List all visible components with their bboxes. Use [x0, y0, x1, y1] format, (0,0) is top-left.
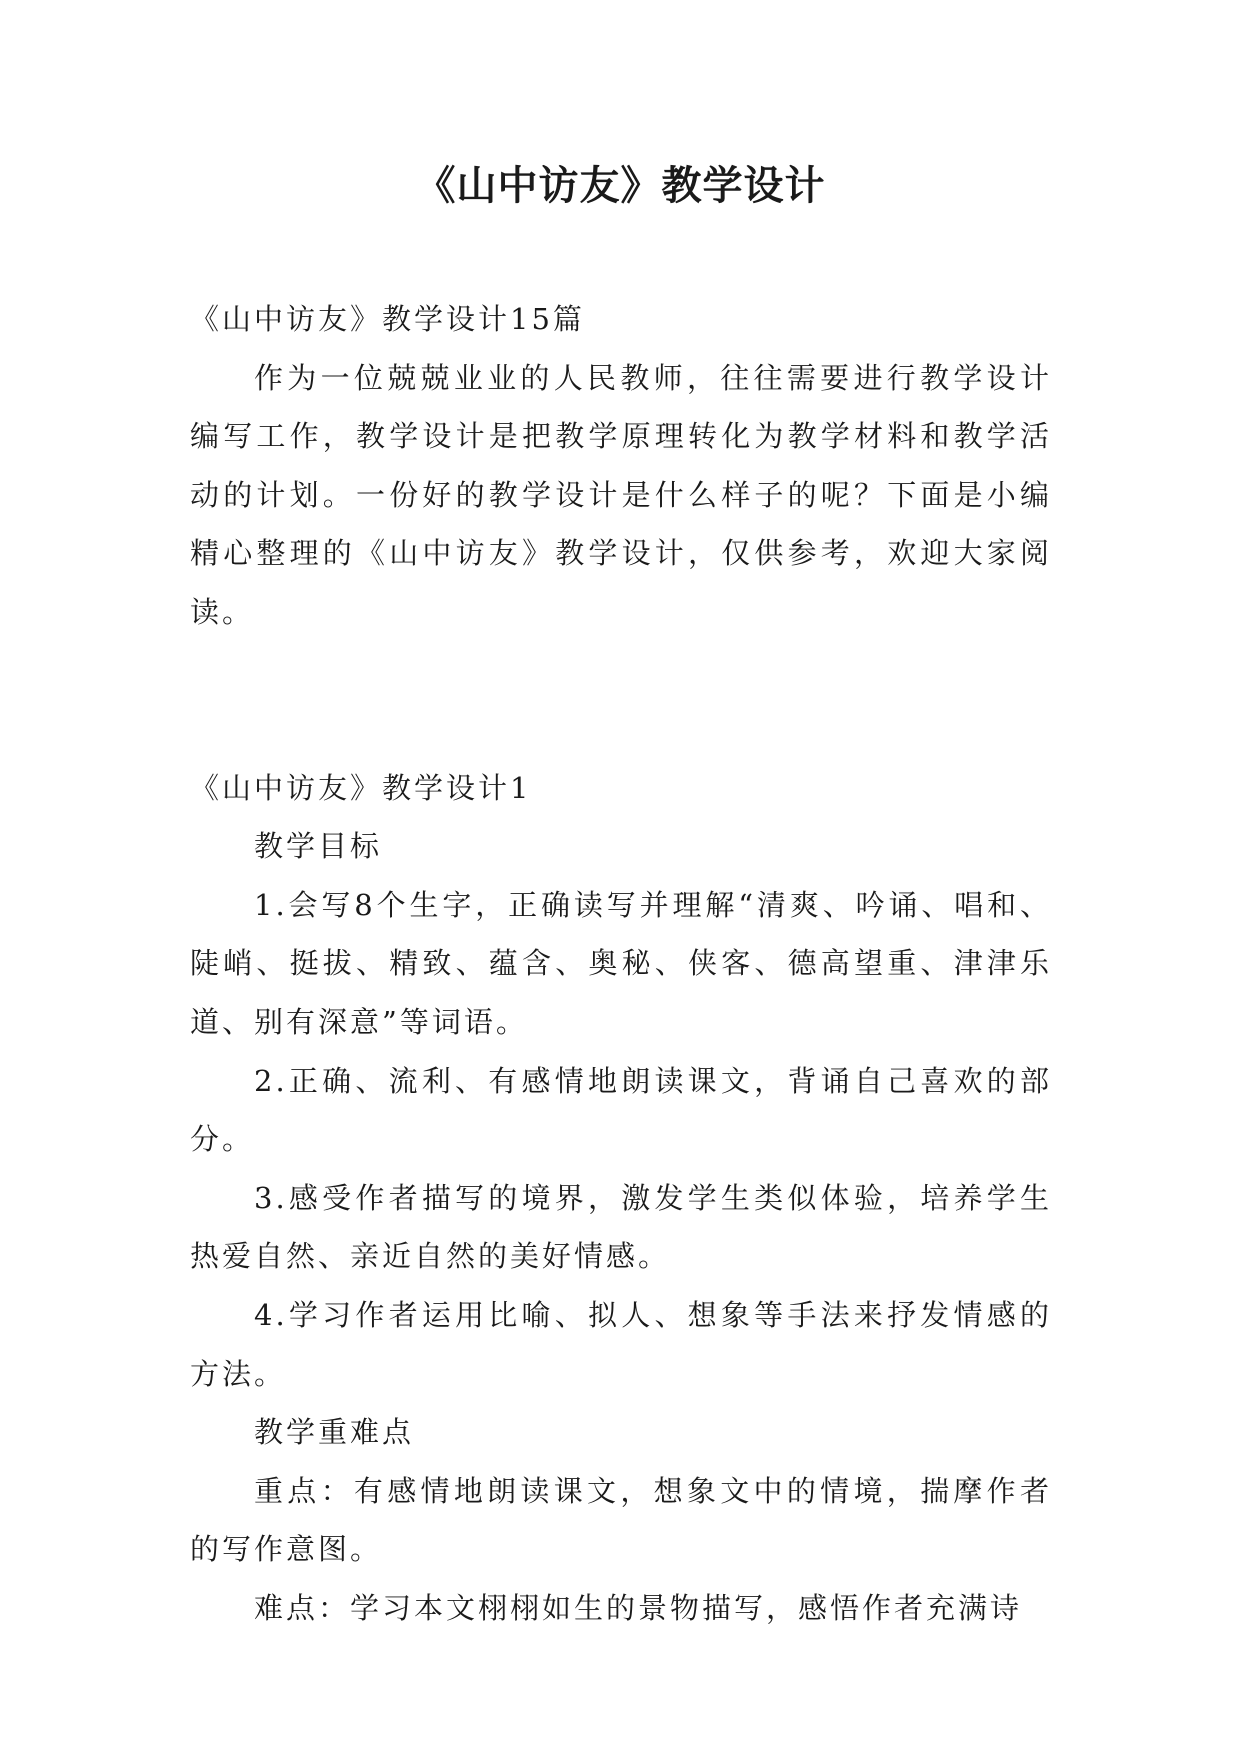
difficult-point-paragraph: 难点：学习本文栩栩如生的景物描写，感悟作者充满诗: [254, 1590, 1023, 1625]
goal-item-3: 3.感受作者描写的境界，激发学生类似体验，培养学生热爱自然、亲近自然的美好情感。: [190, 1180, 1052, 1274]
section-spacer: [190, 642, 1052, 759]
key-point-paragraph: 重点：有感情地朗读课文，想象文中的情境，揣摩作者的写作意图。: [190, 1473, 1052, 1567]
section-heading: 《山中访友》教学设计1: [190, 770, 532, 805]
goal-item-1: 1.会写8个生字，正确读写并理解“清爽、吟诵、唱和、陡峭、挺拔、精致、蕴含、奥秘、侠客、德高望重、津津乐道、别有深意”等词语。: [190, 887, 1052, 1039]
goals-heading: 教学目标: [254, 829, 383, 864]
difficulty-heading: 教学重难点: [254, 1415, 415, 1450]
intro-paragraph: 作为一位兢兢业业的人民教师，往往需要进行教学设计编写工作，教学设计是把教学原理转化为教学材料和教学活动的计划。一份好的教学设计是什么样子的呢？下面是小编精心整理的《山中访友》教学设计，仅供参考，欢迎大家阅读。: [190, 360, 1052, 629]
goal-item-2: 2.正确、流利、有感情地朗读课文，背诵自己喜欢的部分。: [190, 1063, 1052, 1157]
document-body: [190, 290, 1052, 1637]
document-title: 《山中访友》教学设计: [415, 163, 826, 209]
goal-item-4: 4.学习作者运用比喻、拟人、想象等手法来抒发情感的方法。: [190, 1297, 1052, 1391]
document-subtitle: 《山中访友》教学设计15篇: [190, 302, 585, 336]
